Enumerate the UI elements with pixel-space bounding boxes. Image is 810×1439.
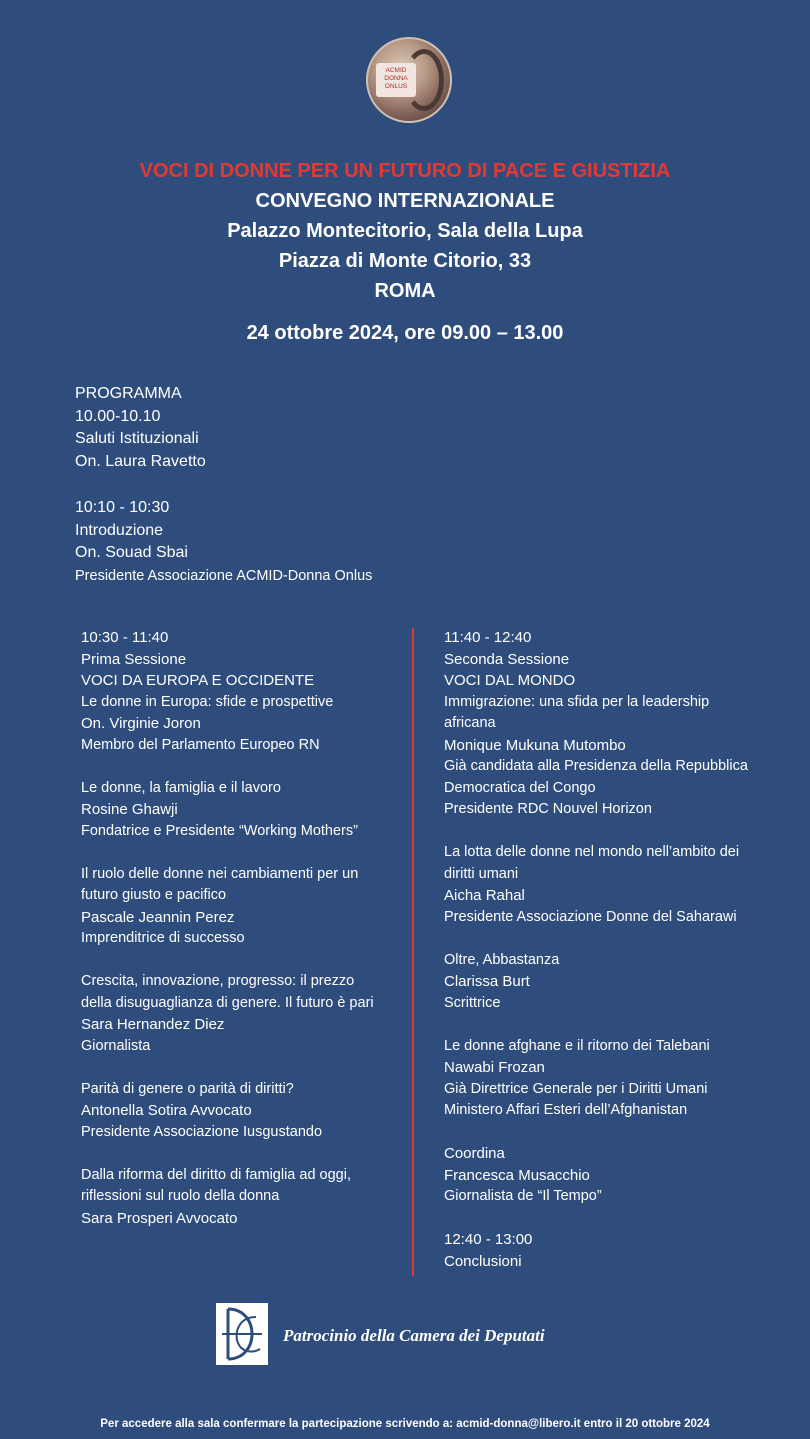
talk-topic: diritti umani: [444, 865, 519, 882]
closing-title: Conclusioni: [444, 1252, 522, 1270]
block-speaker: On. Laura Ravetto: [75, 452, 206, 470]
talk-topic: Oltre, Abbastanza: [444, 951, 560, 968]
talk-role: Presidente Associazione Iusgustando: [81, 1123, 323, 1140]
talk-role: Democratica del Congo: [444, 779, 596, 796]
talk-speaker: Rosine Ghawji: [81, 801, 178, 818]
talk-speaker: Francesca Musacchio: [444, 1166, 590, 1184]
block-title: Introduzione: [75, 521, 164, 539]
talk-topic: riflessioni sul ruolo della donna: [81, 1188, 280, 1204]
talk-speaker: Nawabi Frozan: [444, 1059, 545, 1076]
talk-speaker: Pascale Jeannin Perez: [81, 908, 235, 926]
block-time: 10.00-10.10: [75, 407, 161, 425]
event-city: ROMA: [374, 280, 436, 302]
talk-role: Giornalista de “Il Tempo”: [444, 1188, 602, 1204]
talk-role: Presidente Associazione Donne del Saharawi: [444, 908, 737, 925]
talk-speaker: Sara Prosperi Avvocato: [81, 1209, 238, 1227]
talk-topic: futuro giusto e pacifico: [81, 887, 227, 903]
talk-role: Già Direttrice Generale per i Diritti Umani: [444, 1080, 708, 1097]
programma-section: [75, 383, 372, 587]
block-role: Presidente Associazione ACMID-Donna Onlus: [75, 567, 373, 584]
talk-topic: Le donne, la famiglia e il lavoro: [81, 779, 281, 796]
session-theme: VOCI DA EUROPA E OCCIDENTE: [81, 672, 315, 689]
logo-text-line-1: ACMID: [385, 67, 407, 74]
talk-topic: africana: [444, 715, 496, 731]
event-address: Piazza di Monte Citorio, 33: [278, 250, 532, 272]
talk-topic: Parità di genere o parità di diritti?: [81, 1080, 294, 1097]
talk-topic: Le donne in Europa: sfide e prospettive: [81, 693, 334, 710]
column-divider: [412, 628, 414, 1276]
rsvp-footer: Per accedere alla sala confermare la partecipazione scrivendo a: acmid-donna@libero.it entro il 20 ottobre 2024: [100, 1418, 710, 1430]
talk-role: Fondatrice e Presidente “Working Mothers”: [81, 822, 358, 839]
logo-text-line-2: DONNA: [384, 75, 408, 82]
talk-role: Già candidata alla Presidenza della Repubblica: [444, 758, 748, 774]
event-date: 24 ottobre 2024, ore 09.00 – 13.00: [246, 322, 564, 344]
session-time: 10:30 - 11:40: [81, 629, 169, 646]
block-title: Saluti Istituzionali: [75, 430, 199, 447]
logo-text-line-3: ONLUS: [384, 83, 408, 90]
talk-topic: della disuguaglianza di genere. Il futuro è pari: [81, 994, 374, 1011]
talk-topic: Crescita, innovazione, progresso: il prezzo: [81, 973, 355, 989]
talk-topic: Dalla riforma del diritto di famiglia ad oggi,: [81, 1166, 351, 1183]
session-one-column: [81, 627, 401, 1229]
logo-badge: [376, 63, 416, 97]
event-title: VOCI DI DONNE PER UN FUTURO DI PACE E GIUSTIZIA: [139, 160, 671, 182]
session-name: Prima Sessione: [81, 650, 187, 668]
programma-heading: PROGRAMMA: [75, 385, 182, 402]
talk-role: Giornalista: [81, 1037, 151, 1054]
block-speaker: On. Souad Sbai: [75, 544, 188, 561]
talk-role: Ministero Affari Esteri dell’Afghanistan: [444, 1102, 688, 1118]
camera-deputati-logo: [216, 1303, 268, 1365]
talk-role: Imprenditrice di successo: [81, 930, 245, 946]
event-subtitle: CONVEGNO INTERNAZIONALE: [255, 190, 555, 212]
talk-topic: Le donne afghane e il ritorno dei Talebani: [444, 1037, 710, 1054]
patronage-text: Patrocinio della Camera dei Deputati: [283, 1326, 545, 1345]
talk-speaker: Sara Hernandez Diez: [81, 1016, 225, 1033]
session-two-column: [444, 627, 784, 1272]
talk-speaker: Aicha Rahal: [444, 887, 525, 904]
acmid-logo: [366, 37, 452, 123]
closing-time: 12:40 - 13:00: [444, 1231, 533, 1248]
talk-topic: Il ruolo delle donne nei cambiamenti per un: [81, 865, 359, 882]
talk-role: Membro del Parlamento Europeo RN: [81, 736, 320, 753]
talk-topic: Immigrazione: una sfida per la leadership: [444, 693, 710, 710]
talk-topic: Coordina: [444, 1145, 505, 1162]
talk-speaker: Antonella Sotira Avvocato: [81, 1102, 252, 1119]
talk-speaker: Monique Mukuna Mutombo: [444, 736, 626, 754]
event-venue: Palazzo Montecitorio, Sala della Lupa: [227, 220, 583, 242]
block-time: 10:10 - 10:30: [75, 499, 170, 516]
session-name: Seconda Sessione: [444, 650, 570, 668]
talk-role: Scrittrice: [444, 994, 501, 1011]
session-theme: VOCI DAL MONDO: [444, 672, 576, 689]
talk-topic: La lotta delle donne nel mondo nell’ambito dei: [444, 844, 740, 860]
talk-speaker: On. Virginie Joron: [81, 715, 201, 732]
session-time: 11:40 - 12:40: [444, 629, 532, 646]
talk-speaker: Clarissa Burt: [444, 973, 530, 990]
talk-role: Presidente RDC Nouvel Horizon: [444, 801, 652, 817]
